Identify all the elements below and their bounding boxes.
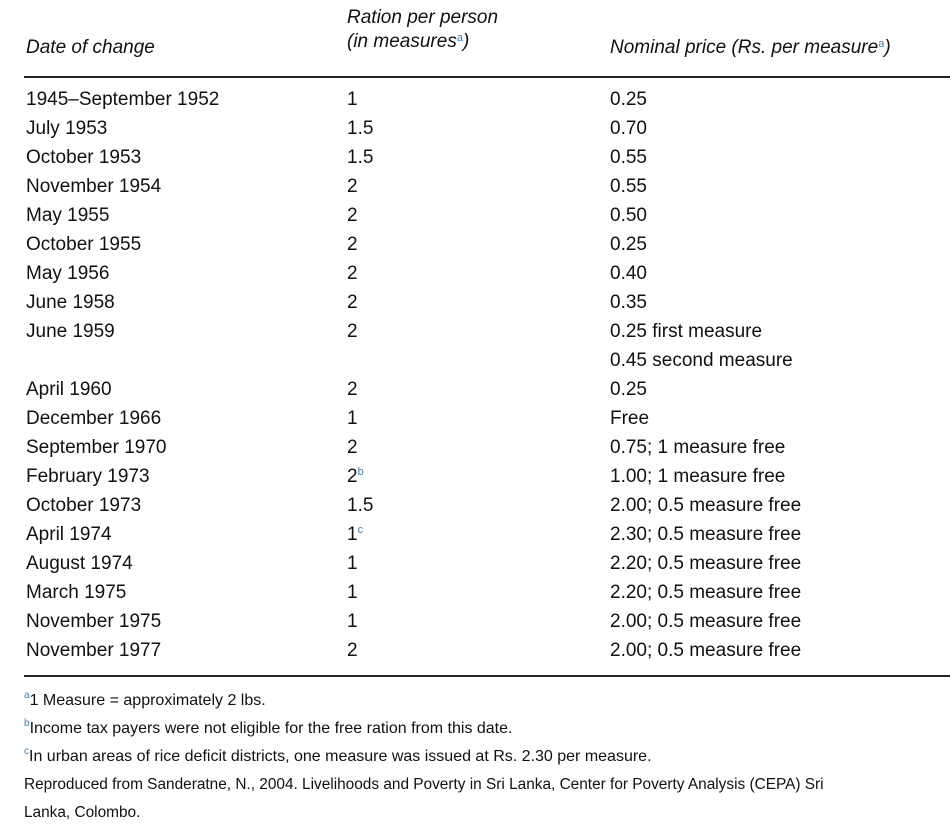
footnote-a xyxy=(24,687,924,715)
cell-date: May 1955 xyxy=(26,205,110,226)
source-citation xyxy=(24,771,924,799)
cell-ration xyxy=(347,578,358,607)
table-row xyxy=(24,375,950,404)
cell-ration-value: 1 xyxy=(347,89,358,110)
header-date-label: Date of change xyxy=(26,37,155,58)
header-ration-label: (in measures xyxy=(347,31,457,52)
cell-ration xyxy=(347,259,358,288)
cell-ration xyxy=(347,172,358,201)
cell-date: May 1956 xyxy=(26,263,110,284)
header-ration xyxy=(347,6,498,54)
bottom-rule xyxy=(24,675,950,677)
cell-price: 2.00; 0.5 measure free xyxy=(610,611,802,632)
cell-ration-value: 2 xyxy=(347,292,358,313)
cell-ration-value: 2 xyxy=(347,437,358,458)
ration-table xyxy=(24,0,950,661)
cell-ration xyxy=(347,462,364,491)
table-row xyxy=(24,85,950,114)
table-row xyxy=(24,462,950,491)
cell-date: November 1975 xyxy=(26,611,162,632)
cell-date: February 1973 xyxy=(26,466,150,487)
cell-price: 0.25 xyxy=(610,379,647,400)
cell-ration xyxy=(347,520,363,549)
cell-ration xyxy=(347,85,358,114)
cell-ration xyxy=(347,433,358,462)
cell-price: 1.00; 1 measure free xyxy=(610,466,786,487)
table-row xyxy=(24,230,950,259)
cell-date: August 1974 xyxy=(26,553,133,574)
source-citation-cont xyxy=(24,799,924,827)
table-header xyxy=(24,0,950,76)
header-rule xyxy=(24,76,950,78)
cell-price: 0.55 xyxy=(610,147,647,168)
cell-price: 2.30; 0.5 measure free xyxy=(610,524,802,545)
cell-ration-value: 1 xyxy=(347,524,358,545)
table-body xyxy=(24,85,950,665)
cell-date: June 1958 xyxy=(26,292,115,313)
cell-price: 0.25 xyxy=(610,234,647,255)
cell-price-second-line: 0.45 second measure xyxy=(610,350,793,371)
footnote-c xyxy=(24,743,924,771)
cell-ration xyxy=(347,114,373,143)
cell-ration xyxy=(347,317,358,346)
cell-date: November 1954 xyxy=(26,176,162,197)
header-price-close: ) xyxy=(884,37,891,58)
cell-ration xyxy=(347,143,373,172)
cell-price: 0.75; 1 measure free xyxy=(610,437,786,458)
cell-ration-value: 1 xyxy=(347,582,358,603)
cell-ration xyxy=(347,288,358,317)
cell-ration-value: 2 xyxy=(347,205,358,226)
cell-ration-value: 1.5 xyxy=(347,118,374,139)
cell-ration xyxy=(347,636,358,665)
table-row xyxy=(24,491,950,520)
table-row xyxy=(24,201,950,230)
header-ration-line2 xyxy=(347,30,498,54)
table-row xyxy=(24,404,950,433)
footnote-mark: b xyxy=(24,718,30,729)
cell-ration-value: 2 xyxy=(347,176,358,197)
cell-ration-value: 1 xyxy=(347,611,358,632)
table-row xyxy=(24,114,950,143)
cell-price: 0.40 xyxy=(610,263,647,284)
footnote-ref-a: a xyxy=(878,38,885,50)
cell-ration-value: 1.5 xyxy=(347,147,374,168)
cell-ration xyxy=(347,491,373,520)
cell-ration-value: 2 xyxy=(347,640,358,661)
source-line-1: Reproduced from Sanderatne, N., 2004. Livelihoods and Poverty in Sri Lanka, Center for Poverty Analysis (CEPA) Sri xyxy=(24,776,824,793)
cell-date: November 1977 xyxy=(26,640,162,661)
cell-price: 2.20; 0.5 measure free xyxy=(610,582,802,603)
cell-ration xyxy=(347,607,358,636)
cell-date: October 1973 xyxy=(26,495,142,516)
cell-ration-value: 1.5 xyxy=(347,495,374,516)
footnotes xyxy=(24,687,924,827)
header-price-label: Nominal price (Rs. per measure xyxy=(610,37,879,58)
cell-date: October 1953 xyxy=(26,147,142,168)
footnote-mark: a xyxy=(24,690,30,701)
cell-price: 0.25 xyxy=(610,89,647,110)
table-row xyxy=(24,143,950,172)
cell-date: April 1960 xyxy=(26,379,112,400)
cell-price: 0.70 xyxy=(610,118,647,139)
source-line-2: Lanka, Colombo. xyxy=(24,804,141,821)
cell-ration xyxy=(347,404,358,433)
header-ration-close: ) xyxy=(462,31,470,52)
cell-price: 0.35 xyxy=(610,292,647,313)
footnote-ref-a: a xyxy=(456,32,463,44)
cell-price: 0.25 first measure xyxy=(610,321,763,342)
cell-date: June 1959 xyxy=(26,321,115,342)
header-date xyxy=(26,36,155,60)
footnote-mark: c xyxy=(24,746,29,757)
table-row xyxy=(24,520,950,549)
header-price xyxy=(610,36,891,60)
cell-date: March 1975 xyxy=(26,582,127,603)
cell-date: September 1970 xyxy=(26,437,167,458)
footnote-b xyxy=(24,715,924,743)
table-row xyxy=(24,172,950,201)
cell-price: 2.00; 0.5 measure free xyxy=(610,495,802,516)
cell-ration-value: 1 xyxy=(347,408,358,429)
cell-price: 0.55 xyxy=(610,176,647,197)
cell-date: October 1955 xyxy=(26,234,142,255)
footnote-text: Income tax payers were not eligible for the free ration from this date. xyxy=(29,720,513,737)
cell-price: 0.50 xyxy=(610,205,647,226)
cell-ration xyxy=(347,201,358,230)
footnote-text: In urban areas of rice deficit districts, one measure was issued at Rs. 2.30 per measure. xyxy=(29,748,652,765)
cell-ration-value: 2 xyxy=(347,321,358,342)
cell-date: December 1966 xyxy=(26,408,162,429)
cell-ration-value: 2 xyxy=(347,379,358,400)
table-row xyxy=(24,549,950,578)
cell-date: April 1974 xyxy=(26,524,112,545)
table-row xyxy=(24,433,950,462)
table-row xyxy=(24,578,950,607)
cell-ration-value: 2 xyxy=(347,234,358,255)
cell-ration-value: 2 xyxy=(347,263,358,284)
table-row xyxy=(24,636,950,665)
footnote-ref: b xyxy=(357,466,364,478)
cell-price: 2.00; 0.5 measure free xyxy=(610,640,802,661)
cell-ration-value: 1 xyxy=(347,553,358,574)
cell-ration xyxy=(347,230,358,259)
cell-price: 2.20; 0.5 measure free xyxy=(610,553,802,574)
header-ration-line1: Ration per person xyxy=(347,7,499,28)
footnote-ref: c xyxy=(357,524,364,536)
table-row xyxy=(24,259,950,288)
cell-date: July 1953 xyxy=(26,118,108,139)
cell-price: Free xyxy=(610,408,650,429)
cell-ration xyxy=(347,549,358,578)
footnote-text: 1 Measure = approximately 2 lbs. xyxy=(29,692,266,709)
cell-ration xyxy=(347,375,358,404)
cell-date: 1945–September 1952 xyxy=(26,89,220,110)
table-row xyxy=(24,288,950,317)
table-row xyxy=(24,317,950,375)
cell-ration-value: 2 xyxy=(347,466,358,487)
table-row xyxy=(24,607,950,636)
